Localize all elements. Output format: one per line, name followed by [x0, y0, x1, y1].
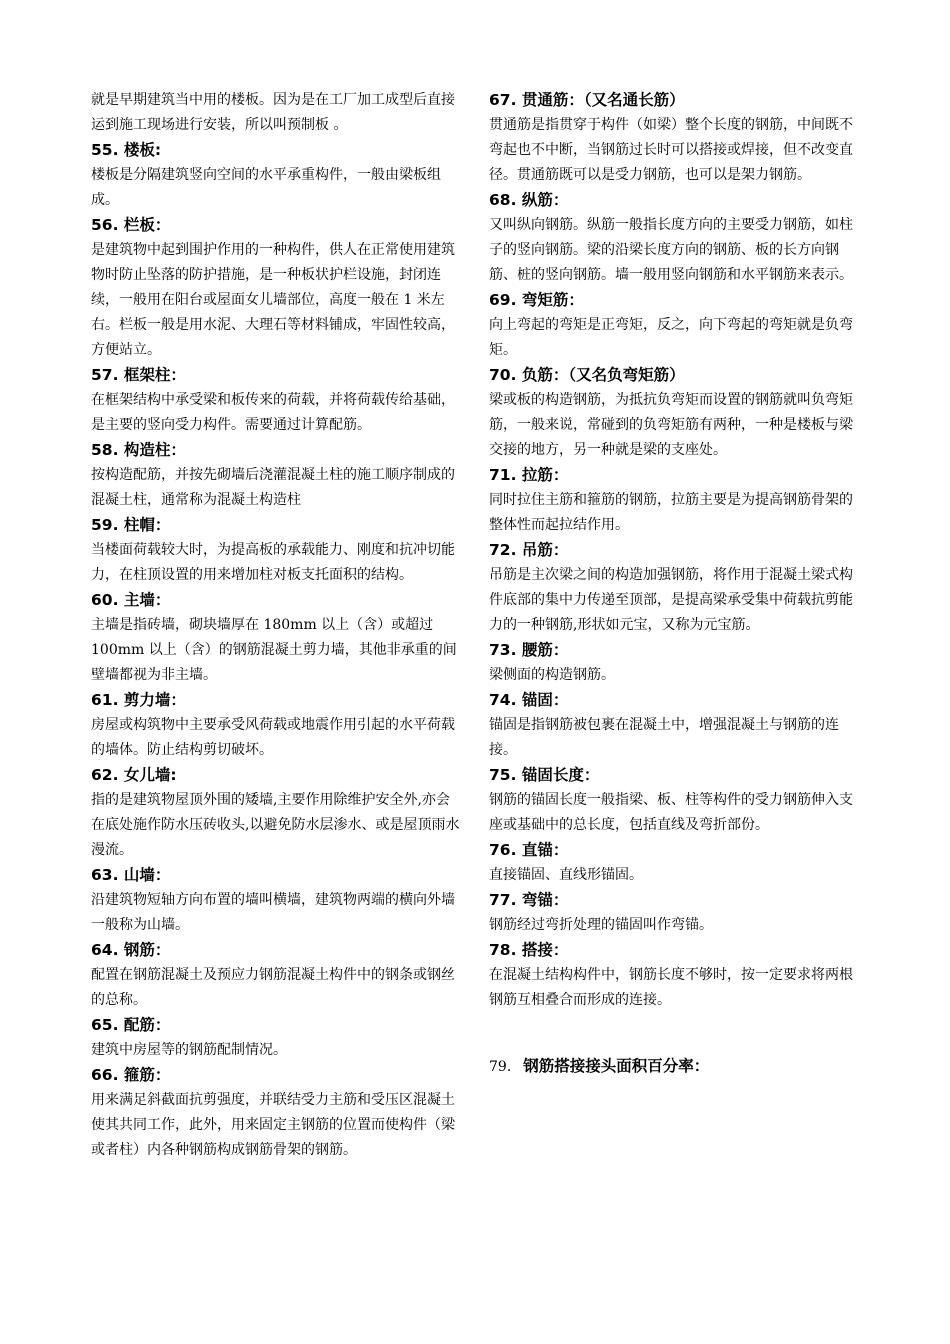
- entry-heading: 55. 楼板:: [91, 141, 162, 159]
- entry-body: 锚固是指钢筋被包裹在混凝土中，增强混凝土与钢筋的连接。: [489, 717, 839, 758]
- entry-67: [489, 88, 861, 188]
- entry-body: 同时拉住主筋和箍筋的钢筋，拉筋主要是为提高钢筋骨架的整体性而起拉结作用。: [489, 492, 853, 533]
- spacer: [489, 1013, 861, 1054]
- entry-body: 向上弯起的弯矩是正弯矩，反之，向下弯起的弯矩就是负弯矩。: [489, 317, 853, 358]
- entry-65: [91, 1013, 463, 1063]
- entry-76: [489, 838, 861, 888]
- entry-71: [489, 463, 861, 538]
- entry-69: [489, 288, 861, 363]
- entry-body: 梁侧面的构造钢筋。: [489, 667, 615, 683]
- right-column: [489, 88, 861, 1076]
- entry-heading: 65. 配筋：: [91, 1016, 171, 1034]
- entry-79-title: 钢筋搭接接头面积百分率：: [523, 1057, 710, 1075]
- entry-heading: 68. 纵筋：: [489, 191, 569, 209]
- entry-body: 吊筋是主次梁之间的构造加强钢筋，将作用于混凝土梁式构件底部的集中力传递至顶部，是提高梁承受集中荷载抗剪能力的一种钢筋,形状如元宝，又称为元宝筋。: [489, 567, 853, 633]
- entry-heading: 76. 直锚：: [489, 841, 569, 859]
- entry-body: 楼板是分隔建筑竖向空间的水平承重构件，一般由梁板组成。: [91, 167, 441, 208]
- entry-body: 配置在钢筋混凝土及预应力钢筋混凝土构件中的钢条或钢丝的总称。: [91, 967, 455, 1008]
- entry-74: [489, 688, 861, 763]
- entry-73: [489, 638, 861, 688]
- entry-61: [91, 688, 463, 763]
- entry-body: 建筑中房屋等的钢筋配制情况。: [91, 1042, 287, 1058]
- entry-body: 主墙是指砖墙，砌块墙厚在 180mm 以上（含）或超过 100mm 以上（含）的钢筋混凝土剪力墙，其他非承重的间壁墙都视为非主墙。: [91, 617, 457, 683]
- entry-heading: 78. 搭接：: [489, 941, 569, 959]
- entry-heading: 77. 弯锚：: [489, 891, 569, 909]
- entry-body: 在混凝土结构构件中，钢筋长度不够时，按一定要求将两根钢筋互相叠合而形成的连接。: [489, 967, 853, 1008]
- entry-heading: 74. 锚固：: [489, 691, 569, 709]
- entry-body: 指的是建筑物屋顶外围的矮墙,主要作用除维护安全外,亦会在底处施作防水压砖收头,以避免防水层渗水、或是屋顶雨水漫流。: [91, 792, 460, 858]
- entry-55: [91, 138, 463, 213]
- entry-heading: 71. 拉筋：: [489, 466, 569, 484]
- entry-body: 沿建筑物短轴方向布置的墙叫横墙，建筑物两端的横向外墙一般称为山墙。: [91, 892, 455, 933]
- entry-heading: 69. 弯矩筋：: [489, 291, 584, 309]
- entry-heading: 63. 山墙：: [91, 866, 171, 884]
- entry-body: 钢筋经过弯折处理的锚固叫作弯锚。: [489, 917, 713, 933]
- entry-64: [91, 938, 463, 1013]
- entry-heading: 56. 栏板：: [91, 216, 171, 234]
- entry-heading: 75. 锚固长度：: [489, 766, 600, 784]
- entry-heading: 72. 吊筋：: [489, 541, 569, 559]
- entry-66: [91, 1063, 463, 1163]
- left-column: [91, 88, 463, 1163]
- entry-57: [91, 363, 463, 438]
- entry-heading: 70. 负筋：（又名负弯矩筋）: [489, 366, 685, 384]
- entry-heading: 67. 贯通筋：（又名通长筋）: [489, 91, 685, 109]
- entry-heading: 59. 柱帽：: [91, 516, 171, 534]
- entry-body: 是建筑物中起到围护作用的一种构件，供人在正常使用建筑物时防止坠落的防护措施，是一种板状护栏设施，封闭连续，一般用在阳台或屋面女儿墙部位，高度一般在 1 米左右。栏板一般是用水泥、大理石等材料铺成，牢固性较高，方便站立。: [91, 242, 455, 358]
- entry-body: 又叫纵向钢筋。纵筋一般指长度方向的主要受力钢筋，如柱子的竖向钢筋。梁的沿梁长度方向的钢筋、板的长方向钢筋、桩的竖向钢筋。墙一般用竖向钢筋和水平钢筋来表示。: [489, 217, 853, 283]
- entry-58: [91, 438, 463, 513]
- continued-paragraph: 就是早期建筑当中用的楼板。因为是在工厂加工成型后直接运到施工现场进行安装，所以叫预制板 。: [91, 92, 455, 133]
- entry-79-number: 79.: [489, 1059, 512, 1075]
- entry-body: 用来满足斜截面抗剪强度，并联结受力主筋和受压区混凝土使其共同工作，此外，用来固定主钢筋的位置而使构件（梁或者柱）内各种钢筋构成钢筋骨架的钢筋。: [91, 1092, 455, 1158]
- entry-59: [91, 513, 463, 588]
- entry-body: 按构造配筋，并按先砌墙后浇灌混凝土柱的施工顺序制成的混凝土柱，通常称为混凝土构造柱: [91, 467, 455, 508]
- entry-77: [489, 888, 861, 938]
- entry-72: [489, 538, 861, 638]
- entry-heading: 58. 构造柱：: [91, 441, 186, 459]
- entry-heading: 62. 女儿墙:: [91, 766, 177, 784]
- entry-body: 在框架结构中承受梁和板传来的荷载，并将荷载传给基础，是主要的竖向受力构件。需要通过计算配筋。: [91, 392, 455, 433]
- entry-body: 房屋或构筑物中主要承受风荷载或地震作用引起的水平荷载的墙体。防止结构剪切破坏。: [91, 717, 455, 758]
- entry-62: [91, 763, 463, 863]
- entry-56: [91, 213, 463, 363]
- entry-heading: 61. 剪力墙：: [91, 691, 186, 709]
- entry-heading: 73. 腰筋：: [489, 641, 569, 659]
- entry-heading: 64. 钢筋：: [91, 941, 171, 959]
- entry-body: 梁或板的构造钢筋，为抵抗负弯矩而设置的钢筋就叫负弯矩筋，一般来说，常碰到的负弯矩筋有两种，一种是楼板与梁交接的地方，另一种就是梁的支座处。: [489, 392, 853, 458]
- entry-68: [489, 188, 861, 288]
- entry-75: [489, 763, 861, 838]
- entry-heading: 66. 箍筋：: [91, 1066, 171, 1084]
- entry-60: [91, 588, 463, 688]
- entry-body: 直接锚固、直线形锚固。: [489, 867, 643, 883]
- entry-body: 贯通筋是指贯穿于构件（如梁）整个长度的钢筋，中间既不弯起也不中断，当钢筋过长时可以搭接或焊接，但不改变直径。贯通筋既可以是受力钢筋，也可以是架力钢筋。: [489, 117, 853, 183]
- entry-body: 当楼面荷载较大时，为提高板的承载能力、刚度和抗冲切能力，在柱顶设置的用来增加柱对板支托面积的结构。: [91, 542, 455, 583]
- entry-70: [489, 363, 861, 463]
- entry-heading: 60. 主墙：: [91, 591, 171, 609]
- entry-body: 钢筋的锚固长度一般指梁、板、柱等构件的受力钢筋伸入支座或基础中的总长度，包括直线及弯折部份。: [489, 792, 853, 833]
- entry-heading: 57. 框架柱：: [91, 366, 186, 384]
- entry-79-heading: [489, 1054, 861, 1076]
- entry-63: [91, 863, 463, 938]
- entry-78: [489, 938, 861, 1013]
